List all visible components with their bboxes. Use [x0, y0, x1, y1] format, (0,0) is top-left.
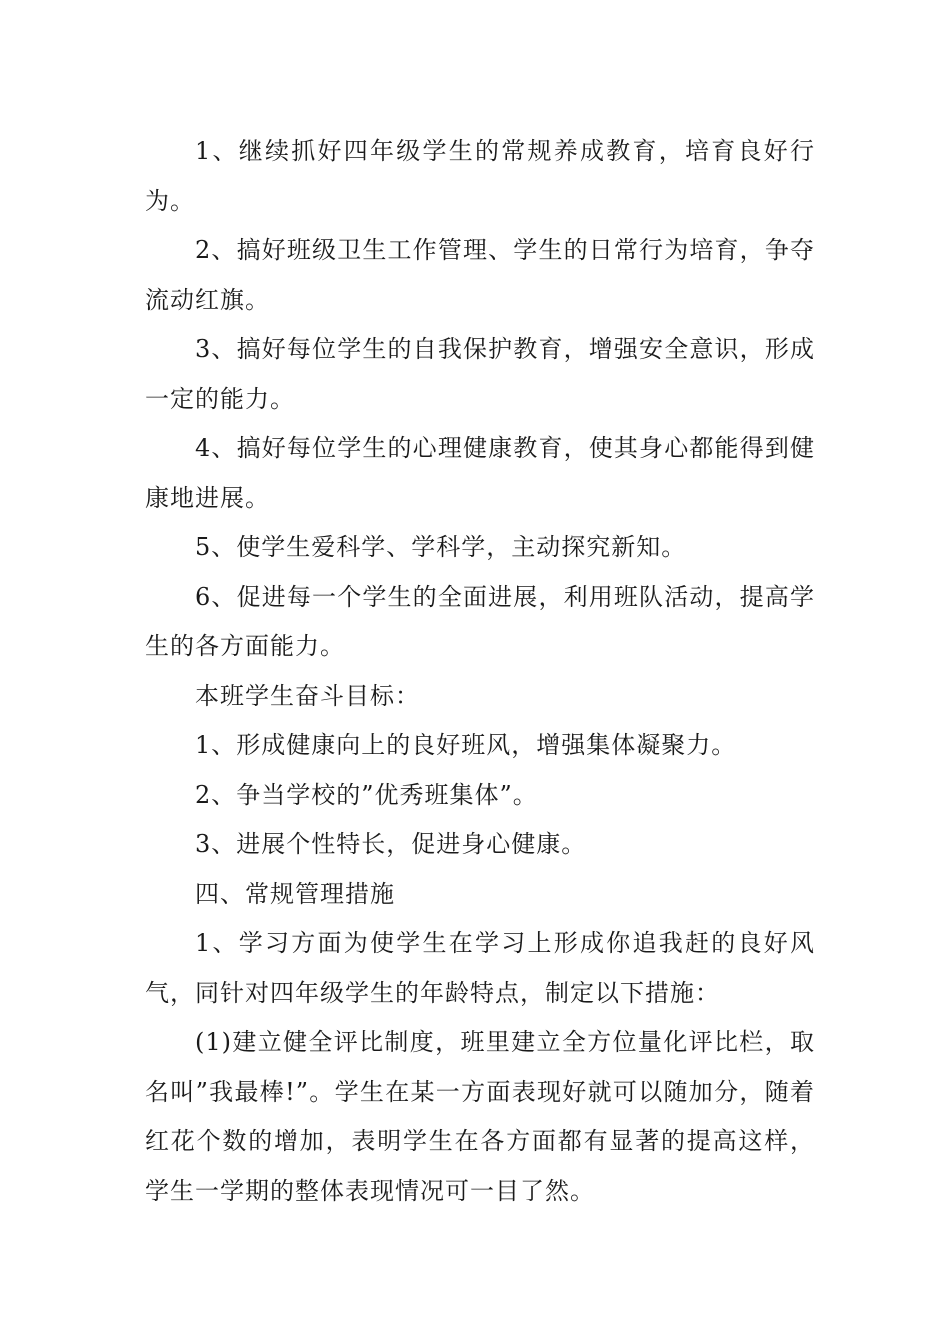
- paragraph-target-3: 3、进展个性特长，促进身心健康。: [195, 830, 587, 858]
- paragraph-target-1: 1、形成健康向上的良好班风，增强集体凝聚力。: [195, 731, 737, 759]
- paragraph-target-2: 2、争当学校的”优秀班集体”。: [195, 780, 538, 809]
- paragraph-goal-1: 1、继续抓好四年级学生的常规养成教育，培育良好行为。: [145, 137, 815, 215]
- paragraph-goal-2: 2、搞好班级卫生工作管理、学生的日常行为培育，争夺流动红旗。: [145, 236, 815, 314]
- document-body: [145, 127, 815, 1216]
- paragraph-goal-3: 3、搞好每位学生的自我保护教育，增强安全意识，形成一定的能力。: [145, 335, 815, 413]
- paragraph-goal-5: 5、使学生爱科学、学科学，主动探究新知。: [195, 533, 687, 561]
- paragraph-goal-4: 4、搞好每位学生的心理健康教育，使其身心都能得到健康地进展。: [145, 434, 815, 512]
- section-heading-measures: 四、常规管理措施: [195, 879, 395, 908]
- paragraph-class-targets-heading: 本班学生奋斗目标：: [195, 681, 420, 710]
- paragraph-measure-study: 1、学习方面为使学生在学习上形成你追我赶的良好风气，同针对四年级学生的年龄特点，制定以下措施：: [145, 929, 815, 1007]
- paragraph-measure-evaluation: (1)建立健全评比制度，班里建立全方位量化评比栏，取名叫”我最棒!”。学生在某一方面表现好就可以随加分，随着红花个数的增加，表明学生在各方面都有显著的提高这样，学生一学期的整体表现情况可一目了然。: [145, 1028, 815, 1205]
- paragraph-goal-6: 6、促进每一个学生的全面进展，利用班队活动，提高学生的各方面能力。: [145, 582, 815, 660]
